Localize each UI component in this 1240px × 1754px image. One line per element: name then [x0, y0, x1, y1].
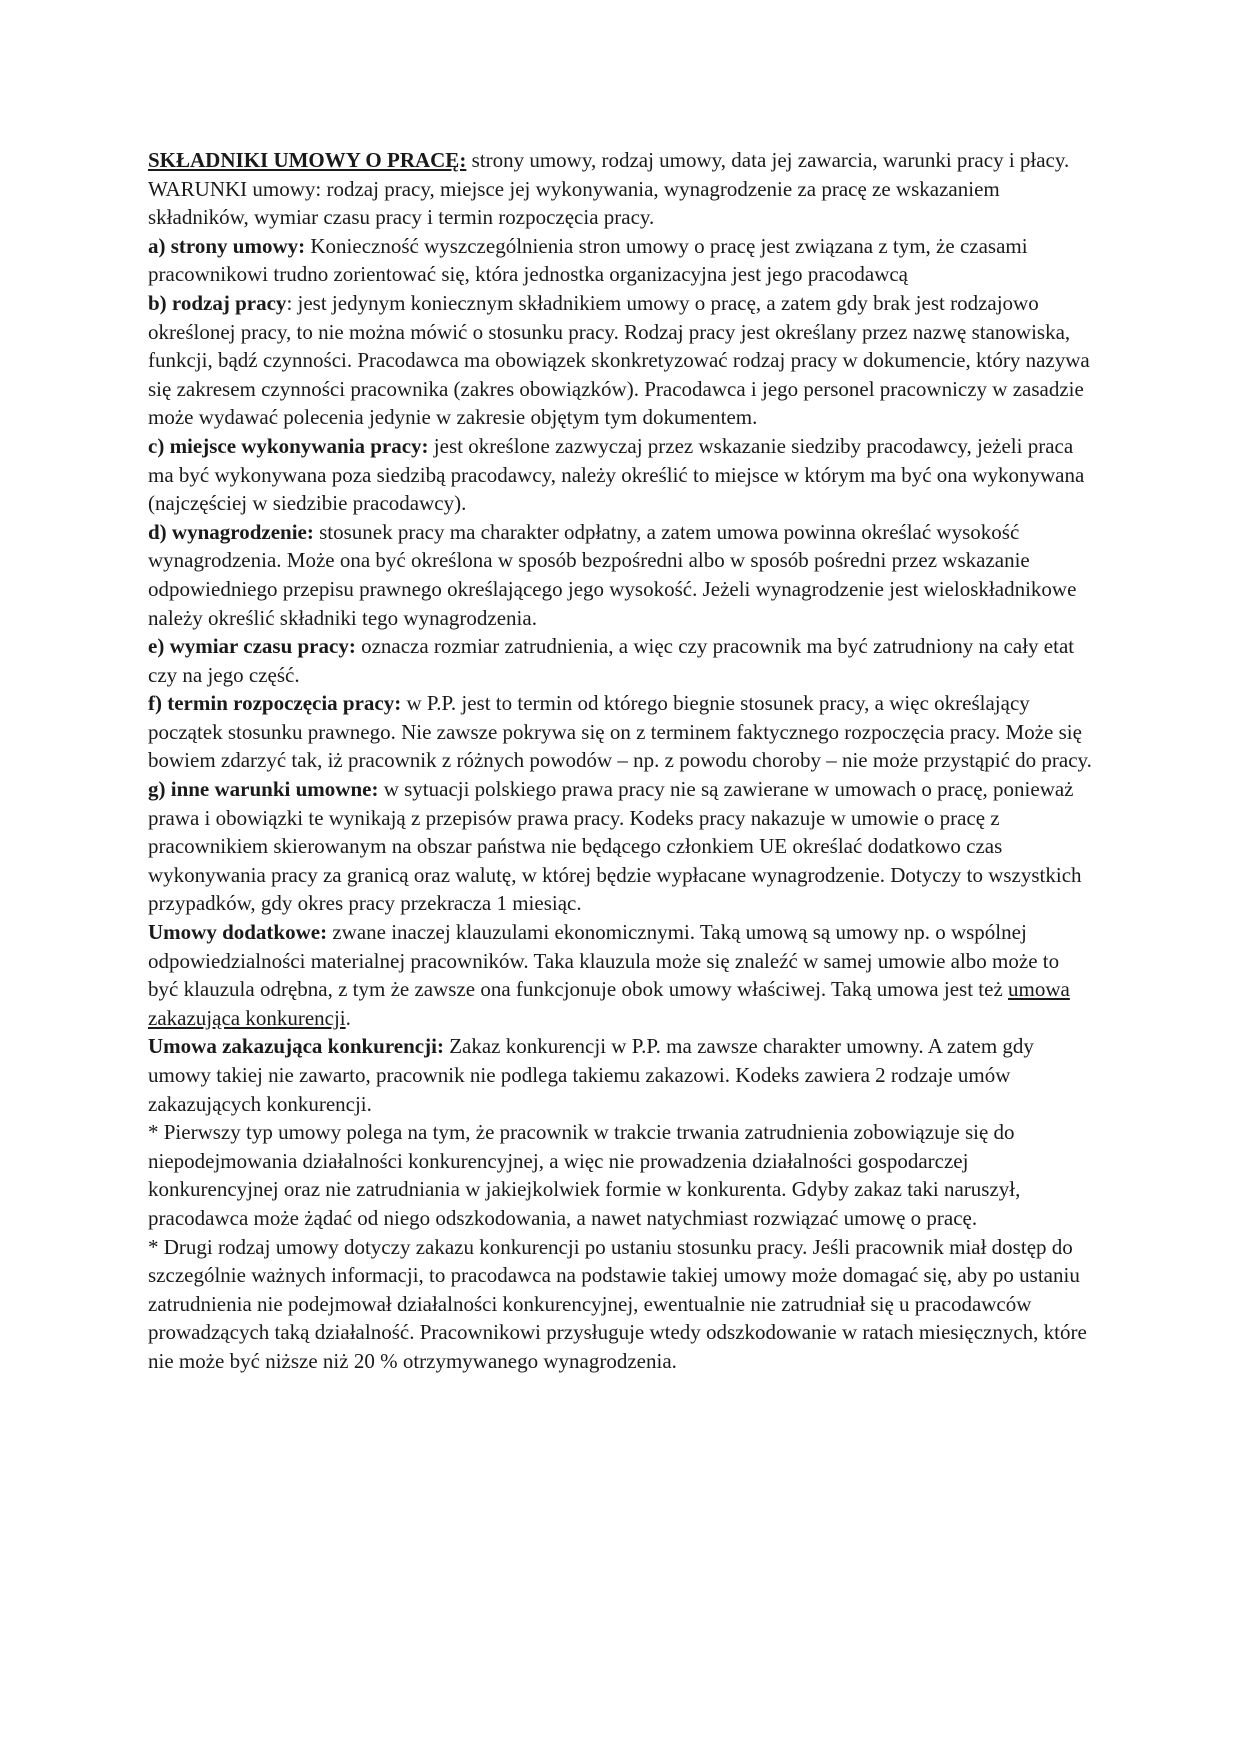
text-umowy-dodatkowe: zwane inaczej klauzulami ekonomicznymi. Taką umową są umowy np. o wspólnej odpowiedzialności materialnej pracowników. Taka klauzula może się znaleźć w samej umowie albo może to być klauzula odrębna, z tym że zawsze ona funkcjonuje obok umowy właściwej. Taką umowa jest też: [148, 920, 1060, 1002]
paragraph-termin-rozpoczecia: [148, 689, 1093, 775]
text-termin-rozpoczecia: w P.P. jest to termin od którego biegnie stosunek pracy, a więc określający początek stosunku prawnego. Nie zawsze pokrywa się on z terminem faktycznego rozpoczęcia pracy. Może się bowiem zdarzyć tak, iż pracownik z różnych powodów – np. z powodu choroby – nie może przystąpić do pracy.: [148, 691, 1092, 773]
heading-umowy-dodatkowe: Umowy dodatkowe:: [148, 920, 328, 945]
text-strony-umowy: Konieczność wyszczególnienia stron umowy o pracę jest związana z tym, że czasami pracownikowi trudno zorientować się, która jednostka organizacyjna jest jego pracodawcą: [148, 233, 1028, 287]
heading-umowa-zakazujaca: Umowa zakazująca konkurencji:: [148, 1034, 444, 1059]
heading-wynagrodzenie: d) wynagrodzenie:: [148, 519, 314, 544]
heading-skladniki: SKŁADNIKI UMOWY O PRACĘ:: [148, 148, 467, 172]
heading-strony-umowy: a) strony umowy:: [148, 233, 306, 258]
paragraph-drugi-rodzaj: [148, 1233, 1093, 1376]
paragraph-skladniki: [148, 146, 1093, 232]
heading-inne-warunki: g) inne warunki umowne:: [148, 777, 379, 802]
document-page: [148, 146, 1093, 1376]
paragraph-wynagrodzenie: [148, 518, 1093, 632]
text-inne-warunki: w sytuacji polskiego prawa pracy nie są zawierane w umowach o pracę, ponieważ prawa i obowiązki te wynikają z przepisów prawa pracy. Kodeks pracy nakazuje w umowie o pracę z pracownikiem skierowanym na obszar państwa nie będącego członkiem UE określać dodatkowo czas wykonywania pracy za granicą oraz walutę, w której będzie wypłacane wynagrodzenie. Dotyczy to wszystkich przypadków, gdy okres pracy przekracza 1 miesiąc.: [148, 777, 1082, 916]
paragraph-umowy-dodatkowe: [148, 918, 1093, 1032]
heading-termin-rozpoczecia: f) termin rozpoczęcia pracy:: [148, 691, 402, 716]
paragraph-strony-umowy: [148, 232, 1093, 289]
paragraph-miejsce-pracy: [148, 432, 1093, 518]
heading-miejsce-pracy: c) miejsce wykonywania pracy:: [148, 433, 429, 458]
text-pierwszy-typ: * Pierwszy typ umowy polega na tym, że pracownik w trakcie trwania zatrudnienia zobowiązuje się do niepodejmowania działalności konkurencyjnej, a więc nie prowadzenia działalności gospodarczej konkurencyjnej oraz nie zatrudniania w jakiejkolwiek formie w konkurenta. Gdyby zakaz taki naruszył, pracodawca może żądać od niego odszkodowania, a nawet natychmiast rozwiązać umowę o pracę.: [148, 1120, 1021, 1230]
text-skladniki: strony umowy, rodzaj umowy, data jej zawarcia, warunki pracy i płacy. WARUNKI umowy: rodzaj pracy, miejsce jej wykonywania, wynagrodzenie za pracę ze wskazaniem składników, wymiar czasu pracy i termin rozpoczęcia pracy.: [148, 148, 1070, 230]
paragraph-inne-warunki: [148, 775, 1093, 918]
text-wynagrodzenie: stosunek pracy ma charakter odpłatny, a zatem umowa powinna określać wysokość wynagrodzenia. Może ona być określona w sposób bezpośredni albo w sposób pośredni przez wskazanie odpowiedniego przepisu prawnego określającego jego wysokość. Jeżeli wynagrodzenie jest wieloskładnikowe należy określić składniki tego wynagrodzenia.: [148, 519, 1077, 630]
link-umowa-zakazujaca[interactable]: umowa zakazująca konkurencji: [148, 977, 1070, 1030]
heading-rodzaj-pracy: b) rodzaj pracy: [148, 290, 287, 315]
heading-wymiar-czasu: e) wymiar czasu pracy:: [148, 634, 356, 659]
paragraph-rodzaj-pracy: [148, 289, 1093, 432]
text-wymiar-czasu: oznacza rozmiar zatrudnienia, a więc czy pracownik ma być zatrudniony na cały etat czy na jego część.: [148, 634, 1075, 687]
text-umowa-zakazujaca: Zakaz konkurencji w P.P. ma zawsze charakter umowny. A zatem gdy umowy takiej nie zawarto, pracownik nie podlega takiemu zakazowi. Kodeks zawiera 2 rodzaje umów zakazujących konkurencji.: [148, 1034, 1034, 1116]
paragraph-wymiar-czasu: [148, 632, 1093, 689]
paragraph-umowa-zakazujaca: [148, 1032, 1093, 1118]
text-rodzaj-pracy: : jest jedynym koniecznym składnikiem umowy o pracę, a zatem gdy brak jest rodzajowo określonej pracy, to nie można mówić o stosunku pracy. Rodzaj pracy jest określany przez nazwę stanowiska, funkcji, bądź czynności. Pracodawca ma obowiązek skonkretyzować rodzaj pracy w dokumencie, który nazywa się zakresem czynności pracownika (zakres obowiązków). Pracodawca i jego personel pracowniczy w zasadzie może wydawać polecenia jedynie w zakresie objętym tym dokumentem.: [148, 290, 1090, 430]
text-drugi-rodzaj: * Drugi rodzaj umowy dotyczy zakazu konkurencji po ustaniu stosunku pracy. Jeśli pracownik miał dostęp do szczególnie ważnych informacji, to pracodawca na podstawie takiej umowy może domagać się, aby po ustaniu zatrudnienia nie podejmował działalności konkurencyjnej, ewentualnie nie zatrudniał się u pracodawców prowadzących taką działalność. Pracownikowi przysługuje wtedy odszkodowanie w ratach miesięcznych, które nie może być niższe niż 20 % otrzymywanego wynagrodzenia.: [148, 1234, 1087, 1373]
text-miejsce-pracy: jest określone zazwyczaj przez wskazanie siedziby pracodawcy, jeżeli praca ma być wykonywana poza siedzibą pracodawcy, należy określić to miejsce w którym ma być ona wykonywana (najczęściej w siedzibie pracodawcy).: [148, 433, 1085, 516]
paragraph-pierwszy-typ: [148, 1118, 1093, 1232]
text-umowy-dodatkowe-tail: .: [345, 1005, 351, 1030]
